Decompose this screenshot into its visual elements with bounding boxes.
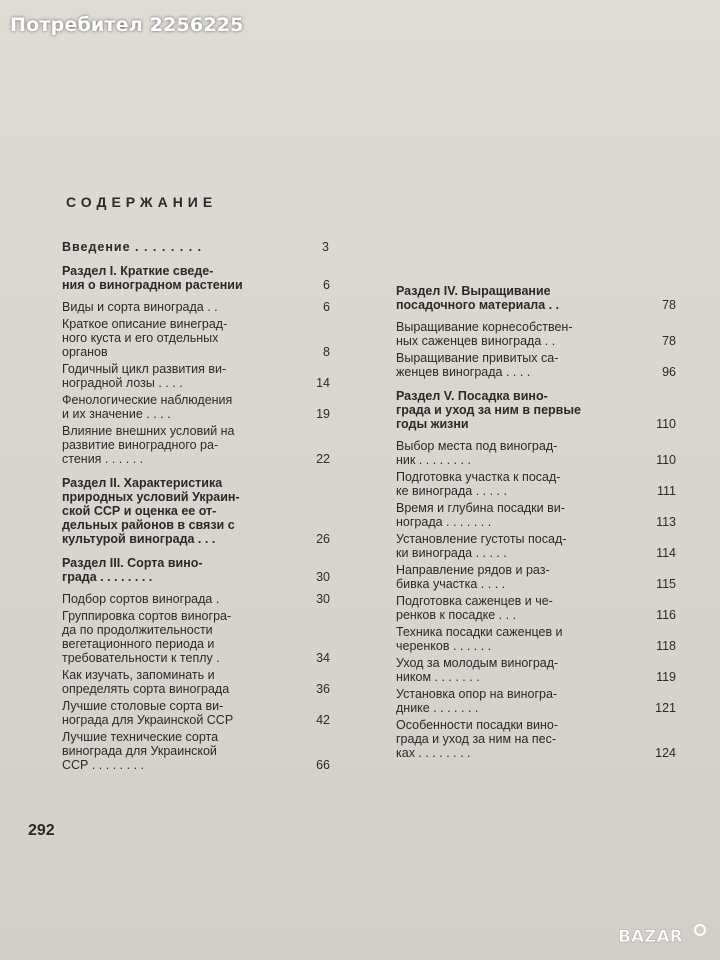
toc-entry-text-line: града и уход за ним на пес- [396, 732, 557, 746]
toc-entry [62, 393, 330, 421]
toc-entry [62, 317, 330, 359]
toc-entry-page: 111 [656, 484, 676, 498]
toc-entry-text-line: нограда для Украинской ССР [62, 713, 234, 727]
toc-entry-page: 36 [316, 682, 330, 696]
toc-entry-text-line: Техника посадки саженцев и [396, 625, 563, 639]
toc-entry-page: 14 [316, 376, 330, 390]
page-title: СОДЕРЖАНИЕ [66, 194, 218, 210]
toc-entry-text-line: Раздел IV. Выращивание [396, 284, 551, 298]
toc-entry-text-line: града и уход за ним в первые [396, 403, 581, 417]
toc-entry [62, 609, 330, 665]
toc-entry [396, 656, 676, 684]
toc-entry-text-line: днике . . . . . . . [396, 701, 479, 715]
toc-entry-text-line: посадочного материала . . [396, 298, 560, 312]
toc-entry-text-line: определять сорта винограда [62, 682, 230, 696]
toc-entry [396, 351, 676, 379]
toc-entry [62, 699, 330, 727]
toc-entry-page: 42 [316, 713, 330, 727]
toc-entry-text-line: Влияние внешних условий на [62, 424, 235, 438]
toc-entry-text-line: ного куста и его отдельных [62, 331, 219, 345]
toc-entry-text-line: Подготовка участка к посад- [396, 470, 561, 484]
toc-entry-text-line: Группировка сортов виногра- [62, 609, 232, 623]
toc-entry-text-line: природных условий Украин- [62, 490, 240, 504]
toc-entry-text-line: черенков . . . . . . [396, 639, 492, 653]
toc-entry-text-line: дельных районов в связи с [62, 518, 235, 532]
toc-entry [396, 284, 676, 312]
toc-entry-page: 19 [316, 407, 330, 421]
toc-entry-text-line: Раздел III. Сорта вино- [62, 556, 203, 570]
toc-entry-text-line: Раздел V. Посадка вино- [396, 389, 548, 403]
toc-entry-text-line: ССР . . . . . . . . [62, 758, 144, 772]
toc-entry-text-line: Установка опор на виногра- [396, 687, 558, 701]
toc-right-column [396, 274, 676, 763]
toc-entry [62, 240, 330, 254]
toc-entry-text-line: ской ССР и оценка ее от- [62, 504, 217, 518]
toc-entry [396, 389, 676, 431]
toc-entry [62, 592, 330, 606]
toc-entry-text-line: Выращивание корнесобствен- [396, 320, 573, 334]
toc-entry-text-line: Лучшие столовые сорта ви- [62, 699, 224, 713]
toc-entry-text-line: годы жизни [396, 417, 469, 431]
toc-entry-text-line: ке винограда . . . . . [396, 484, 507, 498]
toc-entry-text-line: Как изучать, запоминать и [62, 668, 215, 682]
toc-entry-text-line: Раздел II. Характеристика [62, 476, 223, 490]
toc-entry [396, 320, 676, 348]
toc-entry-text-line: ки винограда . . . . . [396, 546, 507, 560]
toc-left-column [62, 240, 330, 775]
toc-entry-text-line: Выращивание привитых са- [396, 351, 559, 365]
toc-entry-text-line: ках . . . . . . . . [396, 746, 471, 760]
toc-entry [396, 470, 676, 498]
toc-entry-text-line: Уход за молодым виноград- [396, 656, 559, 670]
toc-entry [396, 501, 676, 529]
toc-entry [62, 476, 330, 546]
toc-entry [62, 362, 330, 390]
toc-entry-text-line: Подготовка саженцев и че- [396, 594, 553, 608]
toc-entry [396, 687, 676, 715]
toc-entry-text-line: ния о виноградном растении [62, 278, 243, 292]
toc-entry-text-line: Особенности посадки вино- [396, 718, 559, 732]
toc-entry-text-line: стения . . . . . . [62, 452, 144, 466]
toc-entry-page: 34 [316, 651, 330, 665]
toc-entry [396, 532, 676, 560]
toc-entry-text-line: Лучшие технические сорта [62, 730, 219, 744]
toc-entry-page: 110 [656, 417, 676, 431]
toc-entry-page: 114 [656, 546, 676, 560]
toc-entry-text-line: Годичный цикл развития ви- [62, 362, 227, 376]
toc-entry-page: 30 [316, 592, 330, 606]
toc-entry-text-line: женцев винограда . . . . [396, 365, 531, 379]
toc-entry-text-line: винограда для Украинской [62, 744, 217, 758]
toc-entry [396, 718, 676, 760]
toc-entry-text-line: Введение . . . . . . . . [62, 240, 203, 254]
toc-entry-text-line: вегетационного периода и [62, 637, 215, 651]
toc-entry-page: 26 [316, 532, 330, 546]
toc-entry-text-line: и их значение . . . . [62, 407, 171, 421]
toc-entry [62, 300, 330, 314]
toc-entry-page: 119 [656, 670, 676, 684]
toc-entry-text-line: ником . . . . . . . [396, 670, 480, 684]
toc-entry-page: 6 [323, 300, 330, 314]
toc-entry-page: 121 [655, 701, 676, 715]
toc-entry-text-line: бивка участка . . . . [396, 577, 506, 591]
toc-entry [62, 730, 330, 772]
toc-entry [62, 556, 330, 584]
toc-entry [62, 264, 330, 292]
toc-entry-page: 78 [662, 334, 676, 348]
toc-entry-text-line: Виды и сорта винограда . . [62, 300, 218, 314]
toc-entry-text-line: требовательности к теплу . [62, 651, 220, 665]
toc-entry-text-line: Фенологические наблюдения [62, 393, 233, 407]
toc-entry-text-line: да по продолжительности [62, 623, 213, 637]
toc-entry-text-line: ноградной лозы . . . . [62, 376, 183, 390]
toc-entry-text-line: Время и глубина посадки ви- [396, 501, 565, 515]
toc-entry-text-line: культурой винограда . . . [62, 532, 216, 546]
toc-entry [62, 668, 330, 696]
toc-entry-text-line: ренков к посадке . . . [396, 608, 517, 622]
user-watermark: Потребител 2256225 [10, 14, 244, 36]
toc-entry-page: 8 [323, 345, 330, 359]
toc-entry-text-line: ных саженцев винограда . . [396, 334, 556, 348]
toc-entry-text-line: Краткое описание винеград- [62, 317, 228, 331]
toc-entry-page: 30 [316, 570, 330, 584]
toc-entry-page: 66 [316, 758, 330, 772]
toc-entry-page: 118 [656, 639, 676, 653]
bazar-logo-text: BAZAR [618, 927, 683, 947]
toc-entry-page: 22 [316, 452, 330, 466]
toc-entry-page: 115 [656, 577, 676, 591]
page-number: 292 [28, 822, 55, 839]
toc-entry-page: 113 [656, 515, 676, 529]
toc-entry-text-line: Направление рядов и раз- [396, 563, 550, 577]
toc-entry-page: 3 [322, 240, 330, 254]
toc-entry [396, 625, 676, 653]
toc-entry-text-line: нограда . . . . . . . [396, 515, 492, 529]
toc-entry-text-line: развитие виноградного ра- [62, 438, 219, 452]
toc-entry [396, 439, 676, 467]
toc-entry [396, 594, 676, 622]
toc-entry-text-line: града . . . . . . . . [62, 570, 153, 584]
toc-entry-page: 110 [656, 453, 676, 467]
toc-entry-page: 96 [662, 365, 676, 379]
toc-entry-text-line: Установление густоты посад- [396, 532, 567, 546]
toc-entry-page: 78 [662, 298, 676, 312]
toc-entry-text-line: Выбор места под виноград- [396, 439, 558, 453]
toc-entry-text-line: ник . . . . . . . . [396, 453, 471, 467]
toc-entry [62, 424, 330, 466]
toc-entry-page: 124 [655, 746, 676, 760]
toc-entry-text-line: органов [62, 345, 108, 359]
bazar-logo [616, 922, 708, 950]
toc-entry-text-line: Подбор сортов винограда . [62, 592, 220, 606]
toc-entry-page: 116 [656, 608, 676, 622]
toc-entry [396, 563, 676, 591]
toc-entry-page: 6 [323, 278, 330, 292]
toc-entry-text-line: Раздел I. Краткие сведе- [62, 264, 214, 278]
